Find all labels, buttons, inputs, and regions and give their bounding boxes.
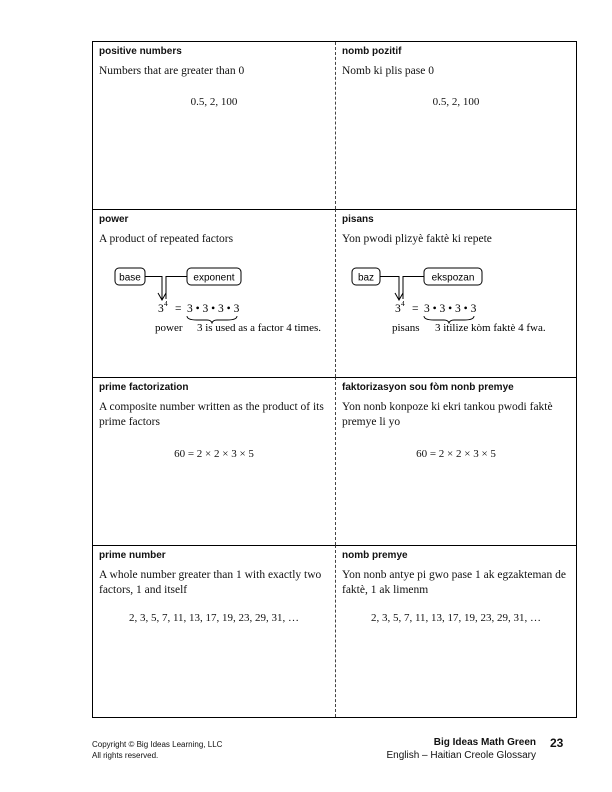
term-definition: A product of repeated factors	[99, 233, 234, 245]
term-definition: Numbers that are greater than 0	[99, 65, 245, 77]
copyright-footer	[92, 739, 222, 761]
copyright-text: Copyright © Big Ideas Learning, LLC	[92, 740, 223, 749]
rights-text: All rights reserved.	[92, 751, 159, 760]
term-heading: nomb premye	[342, 550, 408, 561]
term-heading: faktorizasyon sou fòm nonb premye	[342, 382, 514, 393]
term-definition: Nomb ki plis pase 0	[342, 65, 434, 77]
glossary-cell-english	[93, 42, 335, 209]
term-definition: Yon pwodi plizyè faktè ki repete	[342, 233, 492, 245]
exponent-callout-label: ekspozan	[431, 272, 475, 284]
power-label: power	[155, 322, 183, 334]
term-heading: prime number	[99, 550, 166, 561]
book-title: Big Ideas Math Green	[433, 737, 536, 748]
glossary-cell-english	[93, 377, 335, 545]
term-heading: positive numbers	[99, 46, 182, 57]
term-definition: Yon nonb konpoze ki ekri tankou pwodi faktè premye li yo	[342, 401, 553, 428]
glossary-table	[92, 41, 577, 718]
term-example: 2, 3, 5, 7, 11, 13, 17, 19, 23, 29, 31, …	[370, 612, 542, 624]
glossary-cell-creole	[335, 209, 576, 377]
base-callout-label: baz	[357, 272, 375, 284]
power-diagram	[336, 210, 577, 378]
base-callout-label: base	[119, 272, 141, 284]
term-example: 2, 3, 5, 7, 11, 13, 17, 19, 23, 29, 31, …	[128, 612, 300, 624]
glossary-cell-creole	[335, 377, 576, 545]
glossary-cell-creole	[335, 545, 576, 717]
term-definition: A whole number greater than 1 with exactly two factors, 1 and itself	[99, 569, 322, 596]
book-footer	[386, 736, 536, 762]
glossary-cell-english	[93, 209, 335, 377]
power-base: 3	[395, 303, 401, 315]
term-heading: prime factorization	[99, 382, 189, 393]
glossary-cell-creole	[335, 42, 576, 209]
power-exponent: 4	[401, 299, 405, 308]
power-note: 3 itilize kòm faktè 4 fwa.	[435, 322, 546, 334]
term-definition: A composite number written as the product of its prime factors	[99, 401, 324, 428]
power-expansion: 3 • 3 • 3 • 3	[424, 303, 477, 315]
page-number: 23	[550, 736, 564, 750]
term-example: 0.5, 2, 100	[432, 96, 480, 108]
power-base: 3	[158, 303, 164, 315]
term-example: 0.5, 2, 100	[190, 96, 238, 108]
term-definition: Yon nonb antye pi gwo pase 1 ak egzakteman de faktè, 1 ak limenm	[342, 569, 566, 596]
power-exponent: 4	[164, 299, 168, 308]
exponent-connector-line	[166, 277, 187, 300]
term-heading: power	[99, 214, 129, 225]
equals-sign: =	[412, 303, 419, 315]
equals-sign: =	[175, 303, 182, 315]
glossary-cell-english	[93, 545, 335, 717]
power-label: pisans	[392, 322, 420, 334]
glossary-title: English – Haitian Creole Glossary	[386, 750, 536, 761]
exponent-callout-label: exponent	[193, 272, 235, 284]
power-expansion: 3 • 3 • 3 • 3	[187, 303, 240, 315]
power-note: 3 is used as a factor 4 times.	[197, 322, 322, 334]
term-heading: pisans	[342, 214, 374, 225]
term-example: 60 = 2 × 2 × 3 × 5	[174, 448, 254, 460]
exponent-connector-line	[403, 277, 424, 300]
power-diagram	[93, 210, 335, 378]
term-heading: nomb pozitif	[342, 46, 402, 57]
term-example: 60 = 2 × 2 × 3 × 5	[416, 448, 496, 460]
